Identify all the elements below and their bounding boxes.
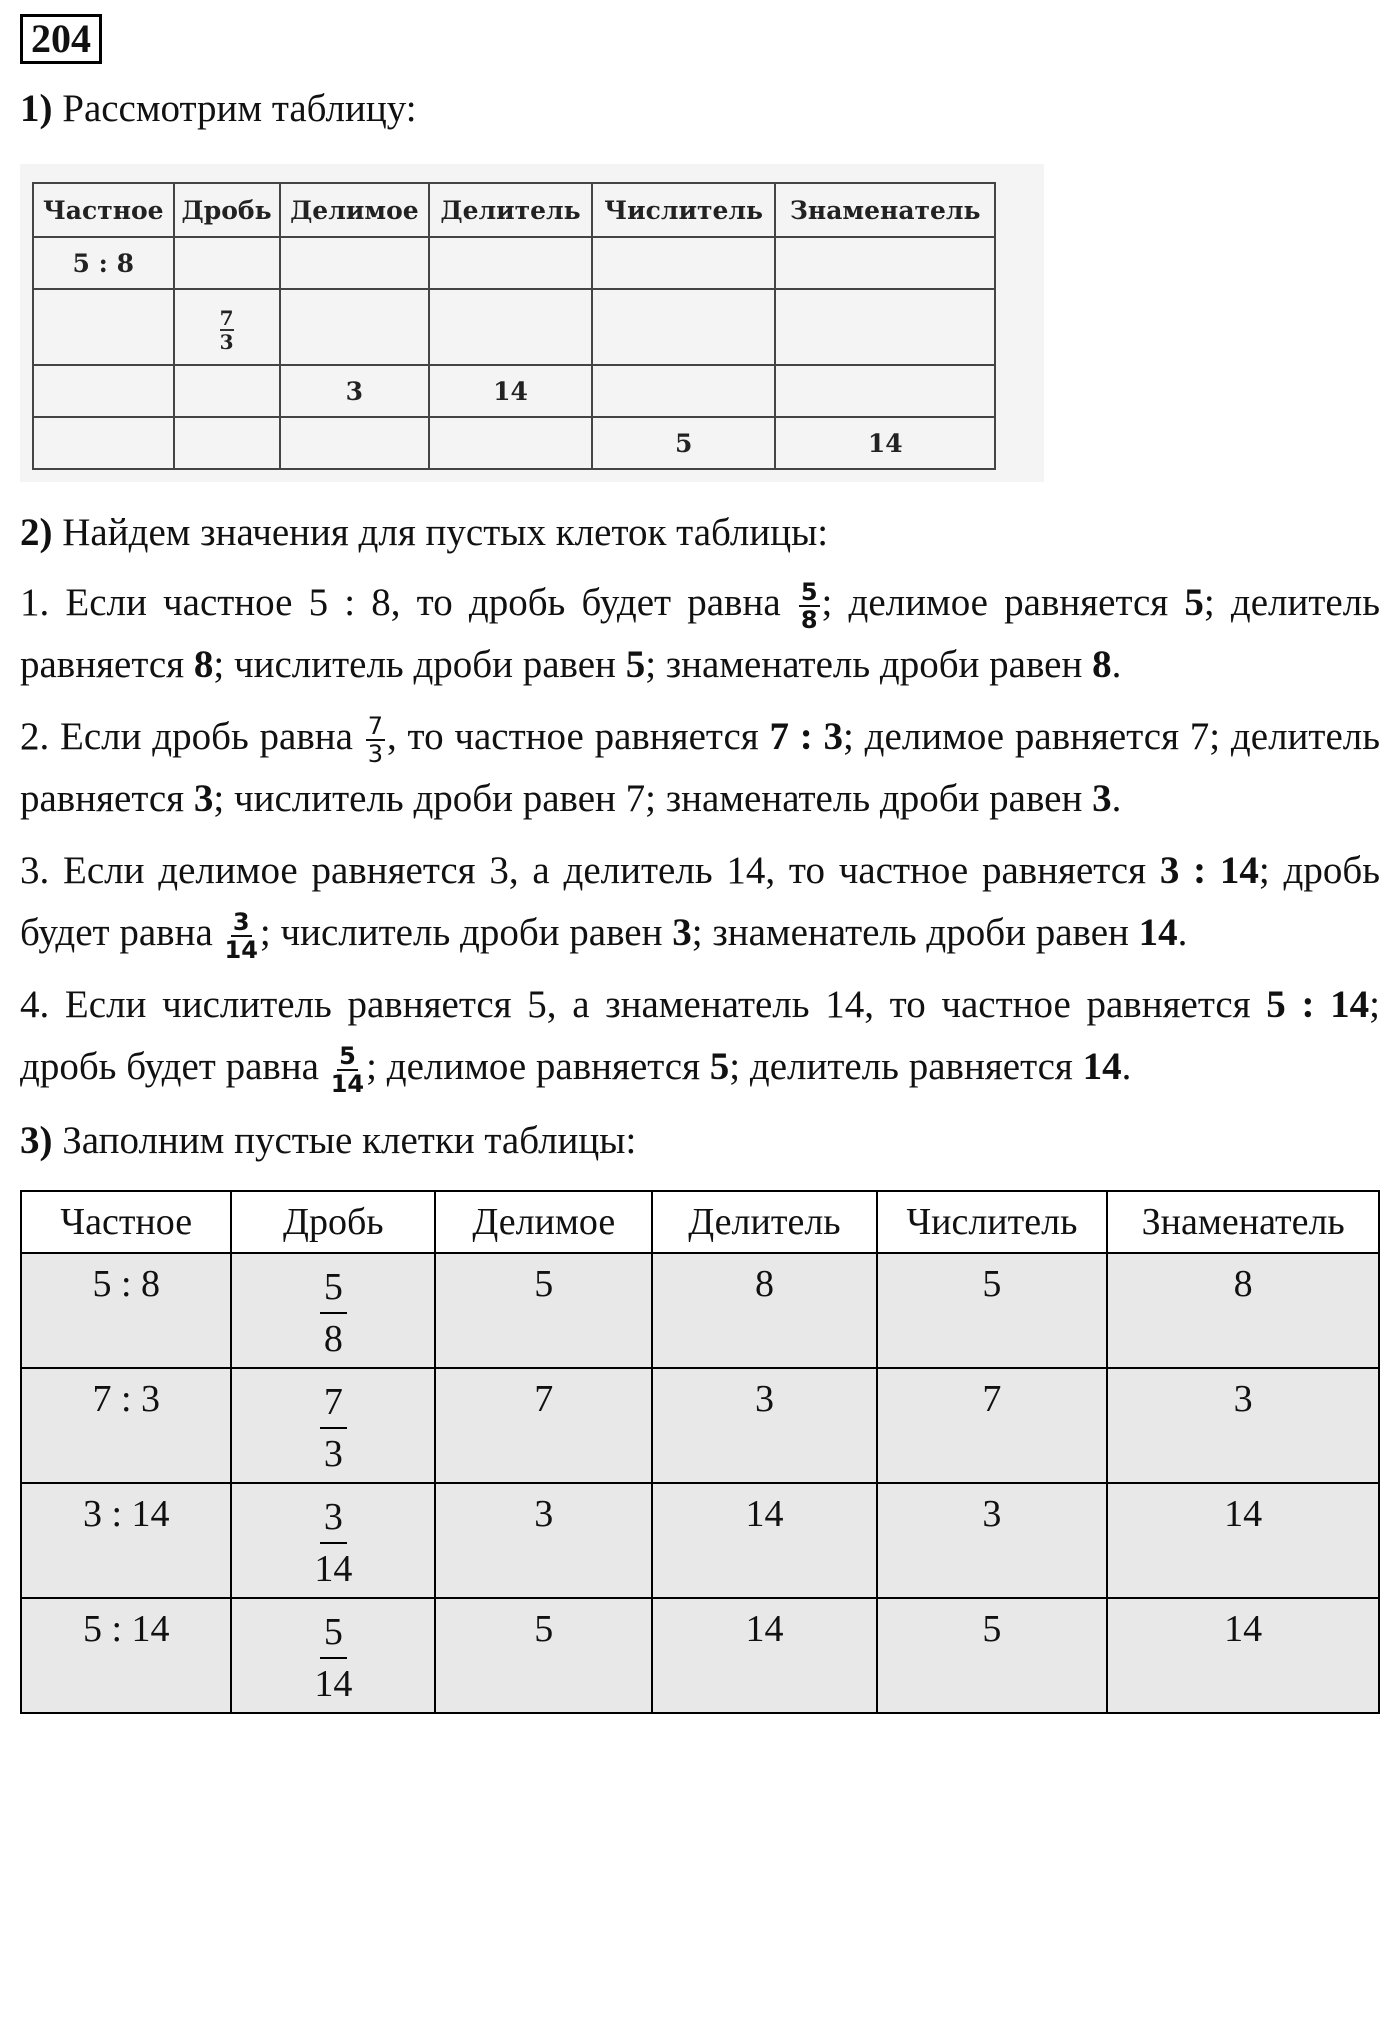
scan-header-cell: Знаменатель <box>775 183 995 237</box>
scan-header-cell: Дробь <box>174 183 280 237</box>
fraction-denominator: 14 <box>224 936 258 965</box>
fraction-numerator: 7 <box>367 712 384 741</box>
item-text: , то частное равняется <box>387 715 770 758</box>
fraction-cell <box>231 1483 435 1598</box>
fraction <box>320 1377 347 1479</box>
divisor-cell: 8 <box>652 1253 876 1368</box>
item-1 <box>20 572 1380 696</box>
denominator-cell: 8 <box>1107 1253 1379 1368</box>
fraction-denominator: 8 <box>323 1318 343 1360</box>
value: 3 <box>193 777 214 820</box>
item-4 <box>20 974 1380 1098</box>
scan-cell <box>174 237 280 289</box>
quotient-cell: 5 : 14 <box>21 1598 231 1713</box>
fraction-numerator: 3 <box>232 908 250 937</box>
fraction-numerator: 5 <box>320 1607 347 1659</box>
divisor-cell: 14 <box>652 1483 876 1598</box>
item-text: ; дробь будет равна <box>20 849 1380 954</box>
scan-cell <box>775 237 995 289</box>
scan-cell <box>429 237 592 289</box>
scanned-table-header <box>33 183 995 237</box>
numerator-cell: 5 <box>877 1253 1108 1368</box>
fraction-denominator: 3 <box>219 329 234 354</box>
fraction-numerator: 5 <box>339 1042 356 1071</box>
quotient-cell: 5 : 8 <box>21 1253 231 1368</box>
item-3 <box>20 840 1380 964</box>
step3-text: Заполним пустые клетки таблицы: <box>62 1119 637 1162</box>
value: 5 <box>709 1045 730 1088</box>
step1-line <box>20 78 1380 140</box>
answer-table-row <box>21 1368 1379 1483</box>
fraction-numerator: 7 <box>320 1377 347 1429</box>
value: 14 <box>1082 1045 1122 1088</box>
scan-table-row <box>33 365 995 417</box>
scan-cell <box>280 237 430 289</box>
fraction-denominator: 3 <box>323 1433 343 1475</box>
item-text: ; числитель дроби равен 7; знаменатель дроби равен <box>213 777 1093 820</box>
item-text: . <box>1121 1045 1132 1088</box>
scan-table-row <box>33 237 995 289</box>
step1-number: 1) <box>20 87 53 130</box>
item-text: ; числитель дроби равен <box>213 643 626 686</box>
item-text: ; числитель дроби равен <box>259 911 673 954</box>
item-text: ; делимое равняется <box>366 1045 710 1088</box>
value: 7 : 3 <box>769 715 844 758</box>
divisor-cell: 3 <box>652 1368 876 1483</box>
scanned-table-image <box>20 164 1044 482</box>
denominator-cell: 3 <box>1107 1368 1379 1483</box>
denominator-cell: 14 <box>1107 1598 1379 1713</box>
answer-header-cell: Частное <box>21 1191 231 1253</box>
value: 5 : 14 <box>1266 983 1370 1026</box>
scan-header-cell: Делимое <box>280 183 430 237</box>
fraction <box>799 579 820 633</box>
value: 8 <box>193 643 214 686</box>
value: 3 <box>672 911 692 954</box>
scan-cell: 14 <box>429 365 592 417</box>
scan-header-cell: Делитель <box>429 183 592 237</box>
scan-cell: 5 <box>592 417 776 469</box>
scan-cell <box>33 289 174 365</box>
fraction <box>314 1607 352 1709</box>
dividend-cell: 5 <box>435 1598 652 1713</box>
value: 3 <box>1092 777 1112 820</box>
quotient-cell: 3 : 14 <box>21 1483 231 1598</box>
fraction-cell <box>231 1368 435 1483</box>
item-text: ; делимое равняется <box>821 581 1185 624</box>
scan-cell <box>174 417 280 469</box>
scan-cell: 3 <box>280 365 430 417</box>
answer-table-row <box>21 1598 1379 1713</box>
step2-line <box>20 502 1380 564</box>
scan-cell <box>280 417 430 469</box>
problem-number: 204 <box>20 14 102 64</box>
step3-line <box>20 1110 1380 1172</box>
scan-cell <box>592 289 776 365</box>
scanned-table <box>32 182 996 470</box>
fraction <box>320 1262 347 1364</box>
scan-cell <box>592 365 776 417</box>
fraction-numerator: 5 <box>320 1262 347 1314</box>
answer-table-header <box>21 1191 1379 1253</box>
fraction <box>366 713 385 767</box>
answer-header-cell: Знаменатель <box>1107 1191 1379 1253</box>
value: 8 <box>1092 643 1112 686</box>
dividend-cell: 5 <box>435 1253 652 1368</box>
fraction-cell <box>231 1253 435 1368</box>
scan-cell: 5 : 8 <box>33 237 174 289</box>
numerator-cell: 7 <box>877 1368 1108 1483</box>
item-text: ; дробь будет равна <box>20 983 1380 1088</box>
scan-fraction <box>220 307 234 353</box>
solution-page <box>20 14 1380 1714</box>
fraction-numerator: 3 <box>320 1492 347 1544</box>
item-text: ; делитель равняется <box>20 581 1380 686</box>
fraction-denominator: 14 <box>314 1548 353 1590</box>
fraction <box>225 909 258 963</box>
scan-cell <box>174 289 280 365</box>
item-text: . <box>1111 777 1122 820</box>
answer-header-cell: Делитель <box>652 1191 876 1253</box>
fraction-cell <box>231 1598 435 1713</box>
scan-cell <box>33 417 174 469</box>
item-text: 3. Если делимое равняется 3, а делитель 14, то частное равняется <box>20 849 1160 892</box>
answer-table-row <box>21 1253 1379 1368</box>
fraction-numerator: 5 <box>800 578 818 607</box>
scan-header-cell: Числитель <box>592 183 776 237</box>
fraction-denominator: 8 <box>800 606 818 635</box>
item-text: . <box>1111 643 1122 686</box>
fraction-denominator: 14 <box>314 1663 353 1705</box>
item-text: 4. Если числитель равняется 5, а знаменатель 14, то частное равняется <box>20 983 1267 1026</box>
item-text: ; знаменатель дроби равен <box>645 643 1093 686</box>
scan-cell: 14 <box>775 417 995 469</box>
step3-number: 3) <box>20 1119 53 1162</box>
value: 14 <box>1138 911 1178 954</box>
denominator-cell: 14 <box>1107 1483 1379 1598</box>
value: 5 <box>625 643 646 686</box>
scan-cell <box>775 365 995 417</box>
divisor-cell: 14 <box>652 1598 876 1713</box>
step2-text: Найдем значения для пустых клеток таблицы: <box>62 511 829 554</box>
item-text: 2. Если дробь равна <box>20 715 364 758</box>
scan-cell <box>592 237 776 289</box>
fraction <box>331 1043 364 1097</box>
scan-cell <box>429 289 592 365</box>
answer-table <box>20 1190 1380 1714</box>
fraction-denominator: 3 <box>367 740 384 769</box>
item-text: ; делитель равняется <box>729 1045 1083 1088</box>
scan-cell <box>280 289 430 365</box>
fraction-denominator: 14 <box>330 1070 365 1099</box>
value: 3 : 14 <box>1159 849 1259 892</box>
numerator-cell: 3 <box>877 1483 1108 1598</box>
item-text: 1. Если частное 5 : 8, то дробь будет равна <box>20 581 797 624</box>
numerator-cell: 5 <box>877 1598 1108 1713</box>
scan-cell <box>174 365 280 417</box>
fraction-numerator: 7 <box>219 305 234 330</box>
scan-table-row <box>33 417 995 469</box>
scan-cell <box>33 365 174 417</box>
item-text: ; знаменатель дроби равен <box>691 911 1139 954</box>
item-2 <box>20 706 1380 830</box>
step2-number: 2) <box>20 511 53 554</box>
fraction <box>314 1492 352 1594</box>
item-text: . <box>1177 911 1188 954</box>
scan-header-cell: Частное <box>33 183 174 237</box>
answer-table-row <box>21 1483 1379 1598</box>
scan-cell <box>429 417 592 469</box>
dividend-cell: 7 <box>435 1368 652 1483</box>
answer-header-cell: Делимое <box>435 1191 652 1253</box>
step1-text: Рассмотрим таблицу: <box>62 87 417 130</box>
answer-header-cell: Числитель <box>877 1191 1108 1253</box>
scan-table-row <box>33 289 995 365</box>
value: 5 <box>1184 581 1204 624</box>
quotient-cell: 7 : 3 <box>21 1368 231 1483</box>
item-text: ; делимое равняется 7; делитель равняется <box>20 715 1381 820</box>
dividend-cell: 3 <box>435 1483 652 1598</box>
scan-cell <box>775 289 995 365</box>
answer-header-cell: Дробь <box>231 1191 435 1253</box>
